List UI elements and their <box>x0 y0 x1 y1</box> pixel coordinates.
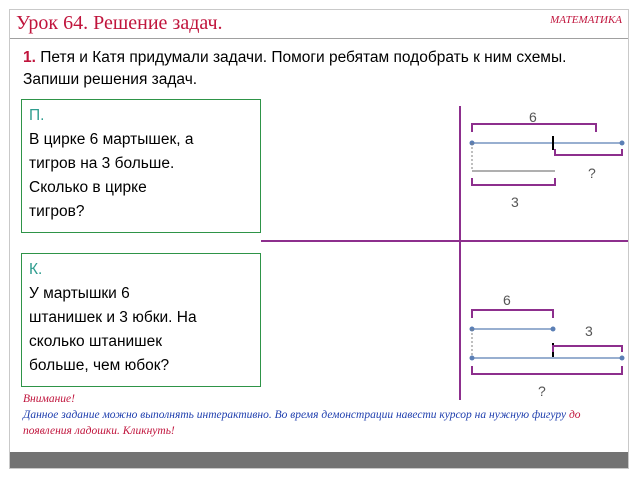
note-text: Данное задание можно выполнять интерактивно. Во время демонстрации навести курсор на нужную фигуру <box>23 409 569 421</box>
note-highlight: до появления ладошки. Кликнуть! <box>23 409 581 437</box>
task-tag-k: К. <box>29 261 43 278</box>
brace-top <box>472 124 596 132</box>
task-number: 1. <box>23 49 36 66</box>
label-right: 3 <box>585 323 593 339</box>
label-top: 6 <box>529 109 537 125</box>
task-line: тигров на 3 больше. <box>29 155 175 172</box>
point <box>620 356 625 361</box>
task-instruction-text: Петя и Катя придумали задачи. Помоги ребятам подобрать к ним схемы. Запиши решения задач. <box>23 49 567 88</box>
task-line: У мартышки 6 <box>29 285 130 302</box>
point <box>470 356 475 361</box>
brace-bottom <box>472 178 555 185</box>
interactive-note <box>23 391 623 439</box>
brace-bottom <box>472 366 622 374</box>
point <box>551 327 556 332</box>
label-bottom: 3 <box>511 194 519 210</box>
label-top: 6 <box>503 292 511 308</box>
task-line: сколько штанишек <box>29 333 163 350</box>
label-bottom: ? <box>538 383 546 399</box>
scheme-bottom[interactable] <box>470 292 625 399</box>
point <box>620 141 625 146</box>
note-warning: Внимание! <box>23 393 75 405</box>
task-line: штанишек и 3 юбки. На <box>29 309 197 326</box>
task-line: Сколько в цирке <box>29 179 147 196</box>
task-line: больше, чем юбок? <box>29 357 170 374</box>
brace-right <box>553 346 622 352</box>
label-right: ? <box>588 165 596 181</box>
brace-top <box>472 310 553 318</box>
subject-label: МАТЕМАТИКА <box>550 14 622 26</box>
footer-bar <box>10 452 628 468</box>
task-line: В цирке 6 мартышек, а <box>29 131 194 148</box>
scheme-top[interactable] <box>470 109 625 210</box>
brace-right <box>555 149 622 155</box>
task-line: тигров? <box>29 203 85 220</box>
task-tag-p: П. <box>29 107 45 124</box>
lesson-title: Урок 64. Решение задач. <box>16 12 223 34</box>
